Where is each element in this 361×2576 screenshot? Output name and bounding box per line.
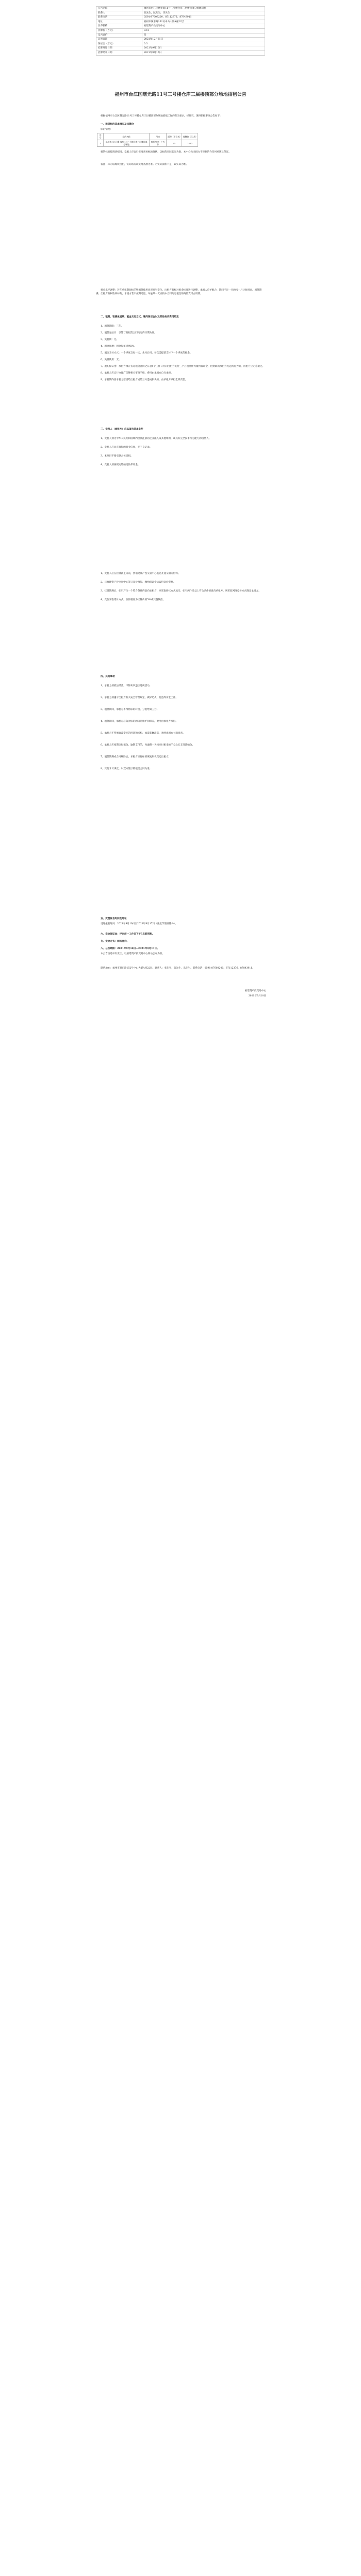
meta-value: 0.3 [142,42,265,46]
meta-value: 福州市台江区曙光路11号三号楼仓库三层楼顶部分场地招租 [142,7,265,11]
other-item: 6、承租方应按期支付租金，逾期支付的，每逾期一天按应付租金的千分之五支付滞纳金。 [101,744,195,747]
signature-org: 福建资产投交易中心 [244,990,266,992]
meta-value: 福州市湖东路152号中山大厦A座22层 [142,20,265,24]
meta-row [96,42,265,46]
notice-title: 福州市台江区曙光路11号三号楼仓库三层楼顶部分场地招租公告 [114,92,247,97]
term-item: 8、承租方应自行办理广告牌相关审批手续，费用由承租方自行承担。 [101,372,173,375]
terms-list [96,325,266,385]
lease-table-header: 挂牌价（元/月） [182,133,198,140]
meta-key: 发布机构 [96,24,142,29]
meta-row [96,24,265,29]
lease-table-cell: 1500 [182,140,198,147]
meta-key: 保证金（万元） [96,42,142,46]
other-item: 2、承租方须遵守出租方有关安全管理规定，做好防火、防盗等安全工作。 [101,697,178,699]
meta-row [96,20,265,24]
section-8-heading: 八、公告期限：2021年9月10日—2021年9月17日。 [101,947,159,950]
lease-table-header: 标的名称 [104,133,150,140]
others-list [96,684,266,779]
term-item: 5、租金支付方式：一个季度支付一次，先付后用，每次需提前支付下一个季度的租金。 [101,352,192,354]
other-item: 5、承租方不得擅自改变标的用途和结构，如需装修改造，须经出租方书面同意。 [101,732,185,735]
note-item: 3、挂牌期满后，如只产生一个符合条件的意向承租方，则采取协议方式成交；如有两个及以上符合条件的意向承租方，则采取网络竞价方式确定承租方。 [101,590,261,592]
meta-value: 2021年12月31日 [142,38,265,42]
meta-row [96,50,265,55]
meta-key: 是否竞价 [96,33,142,38]
term-item: 6、免费使用：无。 [101,359,121,361]
condition-item: 4、竞租人须按规定缴纳竞价保证金。 [101,464,140,466]
paragraph-a: 租赁标的按现状招租，竞租人应自行实地查看标的现状，以标的实际状况为准，本中心及出租方不对标的作任何承诺及保证。 [101,151,231,154]
term-item: 1、租赁期限：三年。 [101,325,124,328]
lease-table-cell: 租赁用途：广告牌 [149,140,166,147]
signature-date: 2021年9月10日 [248,995,266,997]
section-4-heading: 四、其他事项 [101,675,115,678]
note-item: 4、竞价采取增价方式，加价幅度为挂牌价的5%或其整数倍。 [101,599,166,601]
meta-value: 福建资产投交易中心 [142,24,265,29]
term-item: 7、履约保证金：承租方须在签订租赁合同之日起5个工作日内向出租方支付三个月租金作为履约保证金，租赁期满承租方无违约行为的，出租方应无息退还。 [101,365,265,368]
meta-row [96,28,265,33]
contact-info: 联系地址：福州市湖东路152号中山大厦A座22层。联系人：张先生，阮先生，乐先生。联系电话：0591-87603200，87112376，87843911。 [101,967,255,970]
meta-key: 联系人 [96,11,142,15]
meta-key: 证照日期 [96,38,142,42]
meta-key: 地址 [96,20,142,24]
paragraph-b: 备注：标的以现状出租，实际状况以实地查勘为准。若实际面积不足，以实际为准。 [101,163,188,166]
other-item: 4、租赁期间，承租方应负责标的的日常维护和保养，费用由承租方承担。 [101,720,178,723]
section-2-heading: 二、租期、装修免租期、租金支付方式、履约保证金以及其他有关费用约定 [101,316,179,318]
meta-value: 2021年9月10日 [142,46,265,51]
meta-row [96,46,265,51]
lease-table-header: 面积（平方米） [167,133,182,140]
section-6-heading: 六、竞价保证金：评定前一工作日下午5点前到账。 [101,933,155,936]
meta-key: 联系电话 [96,15,142,20]
meta-row [96,15,265,20]
registration-text: 受理报名时间：2021年9月10日至2021年9月17日（法定节假日除外）。 [101,923,177,925]
other-item: 3、租赁期间，承租方不得将标的转租、分租给第三方。 [101,708,159,711]
meta-row [96,33,265,38]
meta-value: 是 [142,33,265,38]
section-5-heading: 五、受理报名时间及地址 [101,918,127,920]
meta-row [96,11,265,15]
other-item: 1、承租方须依法经营，不得从事违法违规活动。 [101,685,152,687]
term-item: 3、免租期：无。 [101,338,119,341]
lease-table-cell: 福州市台江区曙光路11号三号楼仓库三层楼顶部分场地 [104,140,150,147]
section-7-heading: 七、竞价方式：网络竞价。 [101,940,129,943]
notes-list [96,572,266,607]
lease-table-cell: 1 [97,140,104,147]
lease-table-header: 序号 [97,133,104,140]
listing-info-table [96,6,265,56]
section-1-sub: 标的情况： [101,128,112,131]
lease-table [97,133,198,147]
meta-key: 挂牌价（万元） [96,28,142,33]
meta-value: 2021年9月17日 [142,50,265,55]
meta-row [96,7,265,11]
intro-paragraph: 根据福州市台江区曙光路11号三号楼仓库三层楼顶部分场地招租工作的有关要求，经研究，现将招租事项公告如下： [101,115,222,117]
note-item: 1、竞租人应在挂牌截止日前，到福建资产投交易中心报名并递交相关材料。 [101,572,180,575]
condition-item: 1、竞租人须为中华人民共和国境内合法注册的企业法人或其他组织，或具有完全民事行为能力的自然人。 [101,437,211,440]
meta-key: 公告名称 [96,7,142,11]
term-item: 9、承租期内因承租方原因给出租方或第三方造成损失的，由承租方承担全部责任。 [101,379,188,381]
other-item: 7、租赁期满或合同解除后，承租方应将标的恢复原状交还出租方。 [101,756,171,758]
term-item: 2、租赁起始日：以签订的租赁合同约定的日期为准。 [101,332,157,334]
condition-item: 2、竞租人应具有良好的商业信誉，无不良记录。 [101,446,152,449]
meta-row [96,38,265,42]
condition-item: 3、本项目不接受联合体竞租。 [101,455,133,457]
meta-value: 张先生，阮先生，乐先生 [142,11,265,15]
note-item: 2、与福建资产投交易中心签订竞价须知，缴纳保证金后取得竞价资格。 [101,581,176,584]
conditions-list [96,437,266,472]
lease-table-cell: 20 [167,140,182,147]
section-1-heading: 一、租赁标的基本情况及挂牌价 [101,123,134,126]
other-item: 8、其他未尽事宜，以双方签订的租赁合同为准。 [101,768,152,770]
paragraph-c: 租金水平调整：若在承租期间标的物租赁使用状况发生变化，出租方有权对租金标准进行调整，承租人应予配合，期间不足一月的按一月计收租金。租赁期满，出租方有权收回标的，承租方若未按期退还，每逾期一天应按本合同约定租金的两倍支付占用费。 [96,289,262,295]
section-3-heading: 三、竞租人（承租方）应具备的基本条件 [101,428,143,431]
meta-value: 0591-87603200，87112376，87843911 [142,15,265,20]
section-8-text: 本公告信息如有更正，以福建资产投交易中心网站公布为准。 [101,953,165,955]
meta-key: 挂牌开始日期 [96,46,142,51]
meta-value: 0.15 [142,28,265,33]
meta-key: 挂牌结束日期 [96,50,142,55]
term-item: 4、租金递增：租金每年递增3%。 [101,345,137,348]
lease-table-header: 用途 [149,133,166,140]
